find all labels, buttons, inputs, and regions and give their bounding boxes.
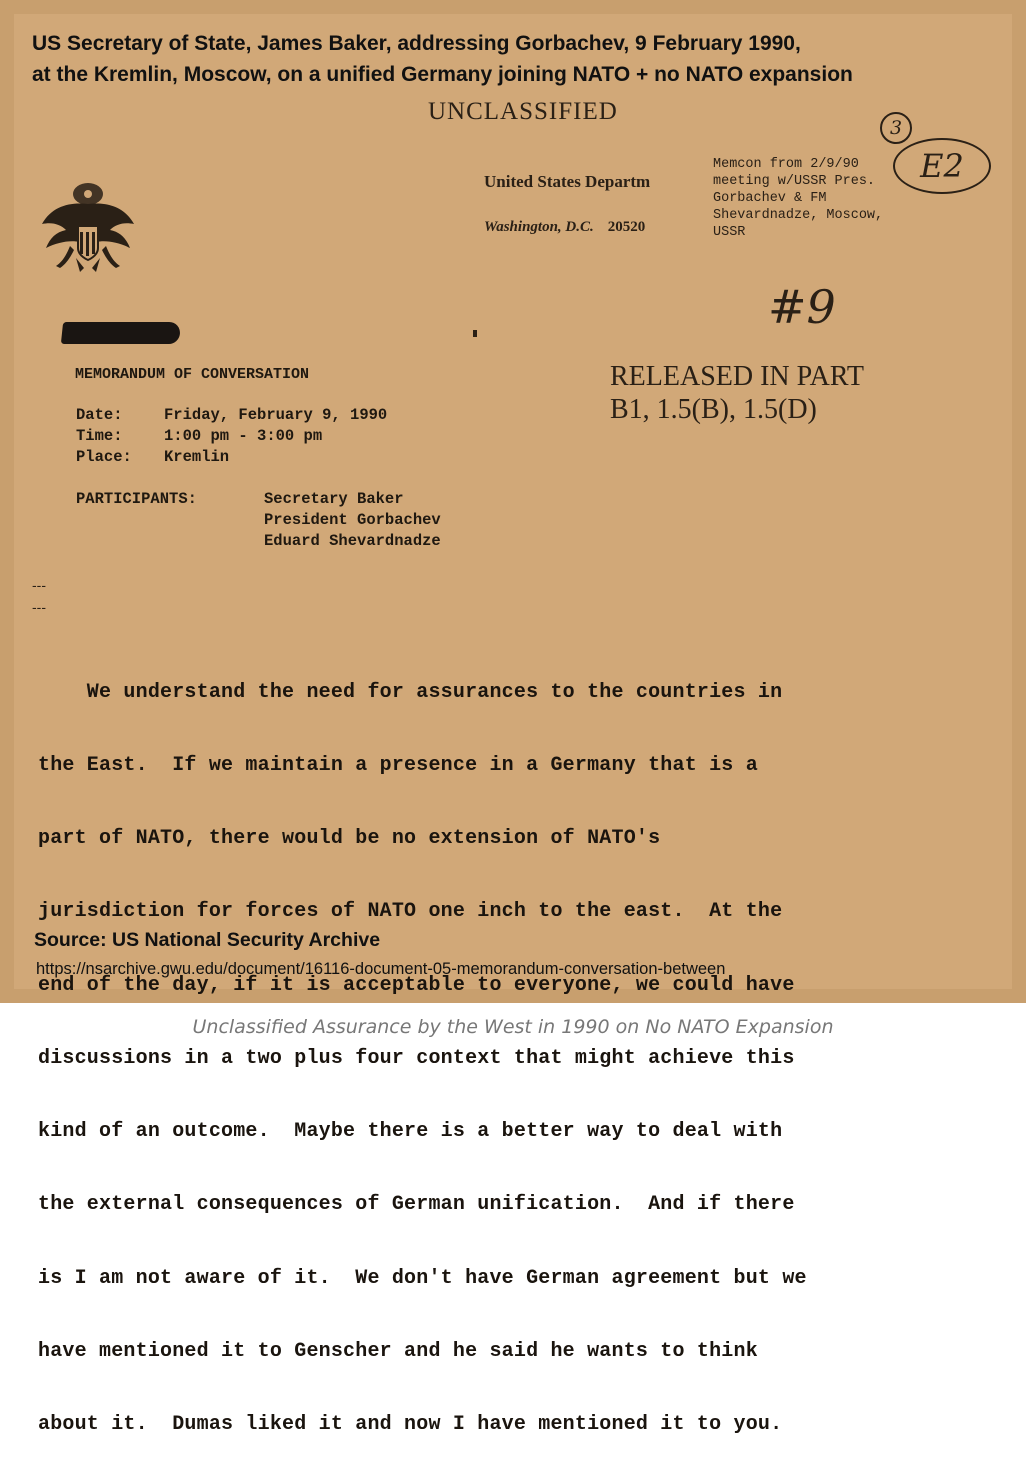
- body-line: part of NATO, there would be no extension of NATO's: [38, 827, 661, 851]
- headline: [32, 28, 992, 90]
- separator-mark: ---: [32, 599, 46, 615]
- body-line: jurisdiction for forces of NATO one inch to the east. At the: [38, 900, 783, 924]
- memcon-note-line: Gorbachev & FM: [713, 191, 827, 206]
- image-caption: Unclassified Assurance by the West in 1990 on No NATO Expansion: [192, 1016, 834, 1038]
- memcon-note-line: meeting w/USSR Pres.: [713, 174, 876, 189]
- participant-name: Secretary Baker: [264, 490, 404, 508]
- body-line: kind of an outcome. Maybe there is a better way to deal with: [38, 1120, 783, 1144]
- field-place: [76, 447, 387, 468]
- field-label: Place:: [76, 448, 132, 466]
- release-stamp-line-2: B1, 1.5(B), 1.5(D): [610, 394, 817, 425]
- source-url: https://nsarchive.gwu.edu/document/16116-document-05-memorandum-conversation-between: [36, 960, 726, 978]
- participants-list: [264, 489, 441, 552]
- headline-line-2: at the Kremlin, Moscow, on a unified Germany joining NATO + no NATO expansion: [32, 63, 853, 86]
- body-line: is I am not aware of it. We don't have German agreement but we: [38, 1266, 807, 1290]
- field-date: [76, 405, 387, 426]
- handwritten-document-number: #9: [768, 280, 836, 334]
- body-line: about it. Dumas liked it and now I have mentioned it to you.: [38, 1413, 783, 1436]
- body-line: discussions in a two plus four context that might achieve this: [38, 1046, 795, 1070]
- body-line: We understand the need for assurances to the countries in: [38, 680, 783, 704]
- field-label: Date:: [76, 406, 123, 424]
- scan-speck: [473, 330, 477, 337]
- headline-line-1: US Secretary of State, James Baker, addressing Gorbachev, 9 February 1990,: [32, 32, 801, 55]
- classification-banner: UNCLASSIFIED: [428, 98, 618, 125]
- memcon-note: [713, 156, 883, 241]
- participant-name: Eduard Shevardnadze: [264, 532, 441, 550]
- memo-body-text: [38, 632, 998, 1462]
- memcon-note-line: USSR: [713, 225, 746, 240]
- source-label: Source: US National Security Archive: [34, 929, 381, 951]
- letterhead-city: Washington, D.C.: [484, 219, 594, 235]
- body-line: end of the day, if it is acceptable to everyone, we could have: [38, 973, 795, 997]
- redaction-bar: [61, 322, 181, 344]
- memo-fields: [76, 405, 387, 468]
- participant-name: President Gorbachev: [264, 511, 441, 529]
- release-stamp-line-1: RELEASED IN PART: [610, 361, 864, 392]
- handwritten-circled-code: E2: [893, 138, 991, 194]
- body-line: the East. If we maintain a presence in a Germany that is a: [38, 754, 758, 778]
- field-value: Friday, February 9, 1990: [164, 406, 388, 424]
- letterhead-zip: 20520: [607, 219, 646, 235]
- release-stamp: [610, 360, 864, 426]
- handwritten-circled-number: 3: [880, 112, 912, 144]
- letterhead-department: United States Departm: [484, 172, 651, 191]
- field-label: Time:: [76, 427, 123, 445]
- memcon-note-line: Memcon from 2/9/90: [713, 157, 859, 172]
- participants: [76, 489, 441, 552]
- field-time: [76, 426, 387, 447]
- separator-mark: ---: [32, 577, 46, 593]
- field-value: 1:00 pm - 3:00 pm: [164, 427, 323, 445]
- memcon-note-line: Shevardnadze, Moscow,: [713, 208, 884, 223]
- body-line: the external consequences of German unification. And if there: [38, 1193, 795, 1217]
- memo-title: MEMORANDUM OF CONVERSATION: [75, 366, 310, 383]
- letterhead-address: [484, 219, 645, 236]
- state-department-seal-icon: [40, 176, 136, 279]
- field-value: Kremlin: [164, 448, 230, 466]
- separator-marks: [32, 574, 46, 618]
- body-line: have mentioned it to Genscher and he said he wants to think: [38, 1339, 758, 1363]
- participants-label: PARTICIPANTS:: [76, 490, 197, 508]
